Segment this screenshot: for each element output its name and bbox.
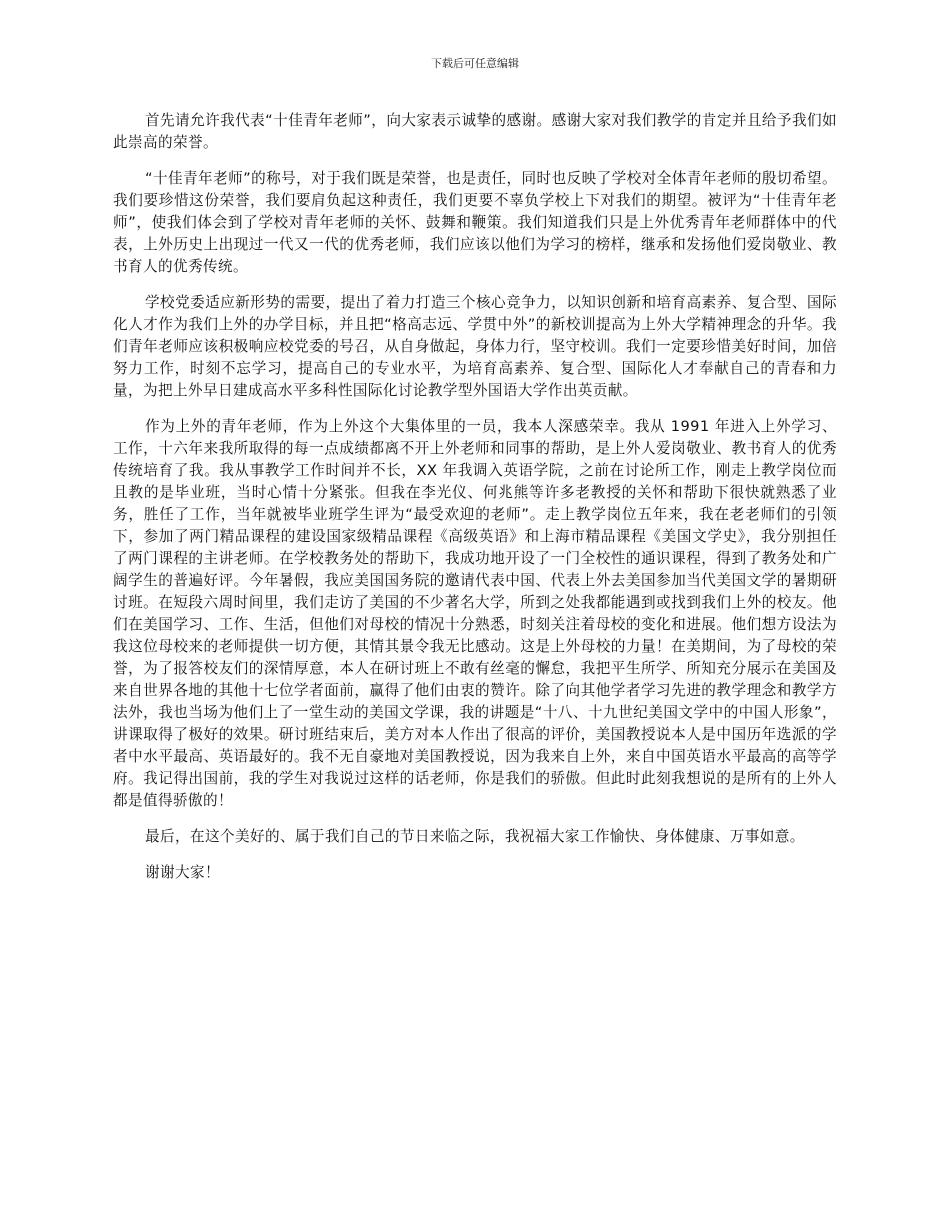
paragraph-honor-and-responsibility: “十佳青年老师”的称号，对于我们既是荣誉，也是责任，同时也反映了学校对全体青年老师的殷切希望。我们要珍惜这份荣誉，我们要肩负起这种责任，我们更要不辜负学校上下对我们的期望。被评为“十佳青年老师”，使我们体会到了学校对青年老师的关怀、鼓舞和鞭策。我们知道我们只是上外优秀青年老师群体中的代表，上外历史上出现过一代又一代的优秀老师，我们应该以他们为学习的榜样，继承和发扬他们爱岗敬业、教书育人的优秀传统。	[113, 170, 837, 275]
paragraph-closing-wishes: 最后，在这个美好的、属于我们自己的节日来临之际，我祝福大家工作愉快、身体健康、万事如意。	[145, 828, 805, 845]
paragraph-school-goals: 学校党委适应新形势的需要，提出了着力打造三个核心竞争力，以知识创新和培育高素养、复合型、国际化人才作为我们上外的办学目标，并且把“格高志远、学贯中外”的新校训提高为上外大学精神理念的升华。我们青年老师应该积极响应校党委的号召，从自身做起，身体力行，坚守校训。我们一定要珍惜美好时间，加倍努力工作，时刻不忘学习，提高自己的专业水平，为培育高素养、复合型、国际化人才奉献自己的青春和力量，为把上外早日建成高水平多科性国际化讨论教学型外国语大学作出英贡献。	[113, 294, 837, 399]
paragraph-personal-experience: 作为上外的青年老师，作为上外这个大集体里的一员，我本人深感荣幸。我从 1991 年进入上外学习、工作，十六年来我所取得的每一点成绩都离不开上外老师和同事的帮助，是上外人爱岗敬业、教书育人的优秀传统培育了我。我从事教学工作时间并不长，XX 年我调入英语学院，之前在讨论所工作，刚走上教学岗位而且教的是毕业班，当时心情十分紧张。但我在李光仪、何兆熊等许多老教授的关怀和帮助下很快就熟悉了业务，胜任了工作，当年就被毕业班学生评为“最受欢迎的老师”。走上教学岗位五年来，我在老老师们的引领下，参加了两门精品课程的建设国家级精品课程《高级英语》和上海市精品课程《美国文学史》，我分别担任了两门课程的主讲老师。在学校教务处的帮助下，我成功地开设了一门全校性的通识课程，得到了教务处和广阔学生的普遍好评。今年暑假，我应美国国务院的邀请代表中国、代表上外去美国参加当代美国文学的暑期研讨班。在短段六周时间里，我们走访了美国的不少著名大学，所到之处我都能遇到或找到我们上外的校友。他们在美国学习、工作、生活，但他们对母校的情况十分熟悉，时刻关注着母校的变化和进展。他们想方设法为我这位母校来的老师提供一切方便，其情其景令我无比感动。这是上外母校的力量！在美期间，为了母校的荣誉，为了报答校友们的深情厚意，本人在研讨班上不敢有丝毫的懈怠，我把平生所学、所知充分展示在美国及来自世界各地的其他十七位学者面前，赢得了他们由衷的赞许。除了向其他学者学习先进的教学理念和教学方法外，我也当场为他们上了一堂生动的美国文学课，我的讲题是“十八、十九世纪美国文学中的中国人形象”，讲课取得了极好的效果。研讨班结束后，美方对本人作出了很高的评价，美国教授说本人是中国历年选派的学者中水平最高、英语最好的。我不无自豪地对美国教授说，因为我来自上外，来自中国英语水平最高的高等学府。我记得出国前，我的学生对我说过这样的话老师，你是我们的骄傲。但此时此刻我想说的是所有的上外人都是值得骄傲的！	[113, 418, 837, 809]
paragraph-thanks: 首先请允许我代表“十佳青年老师”，向大家表示诚挚的感谢。感谢大家对我们教学的肯定并且给予我们如此崇高的荣誉。	[113, 112, 837, 151]
document-body	[113, 110, 837, 898]
paragraph-thank-you: 谢谢大家！	[145, 864, 220, 881]
page-header-note: 下载后可任意编辑	[431, 57, 519, 70]
